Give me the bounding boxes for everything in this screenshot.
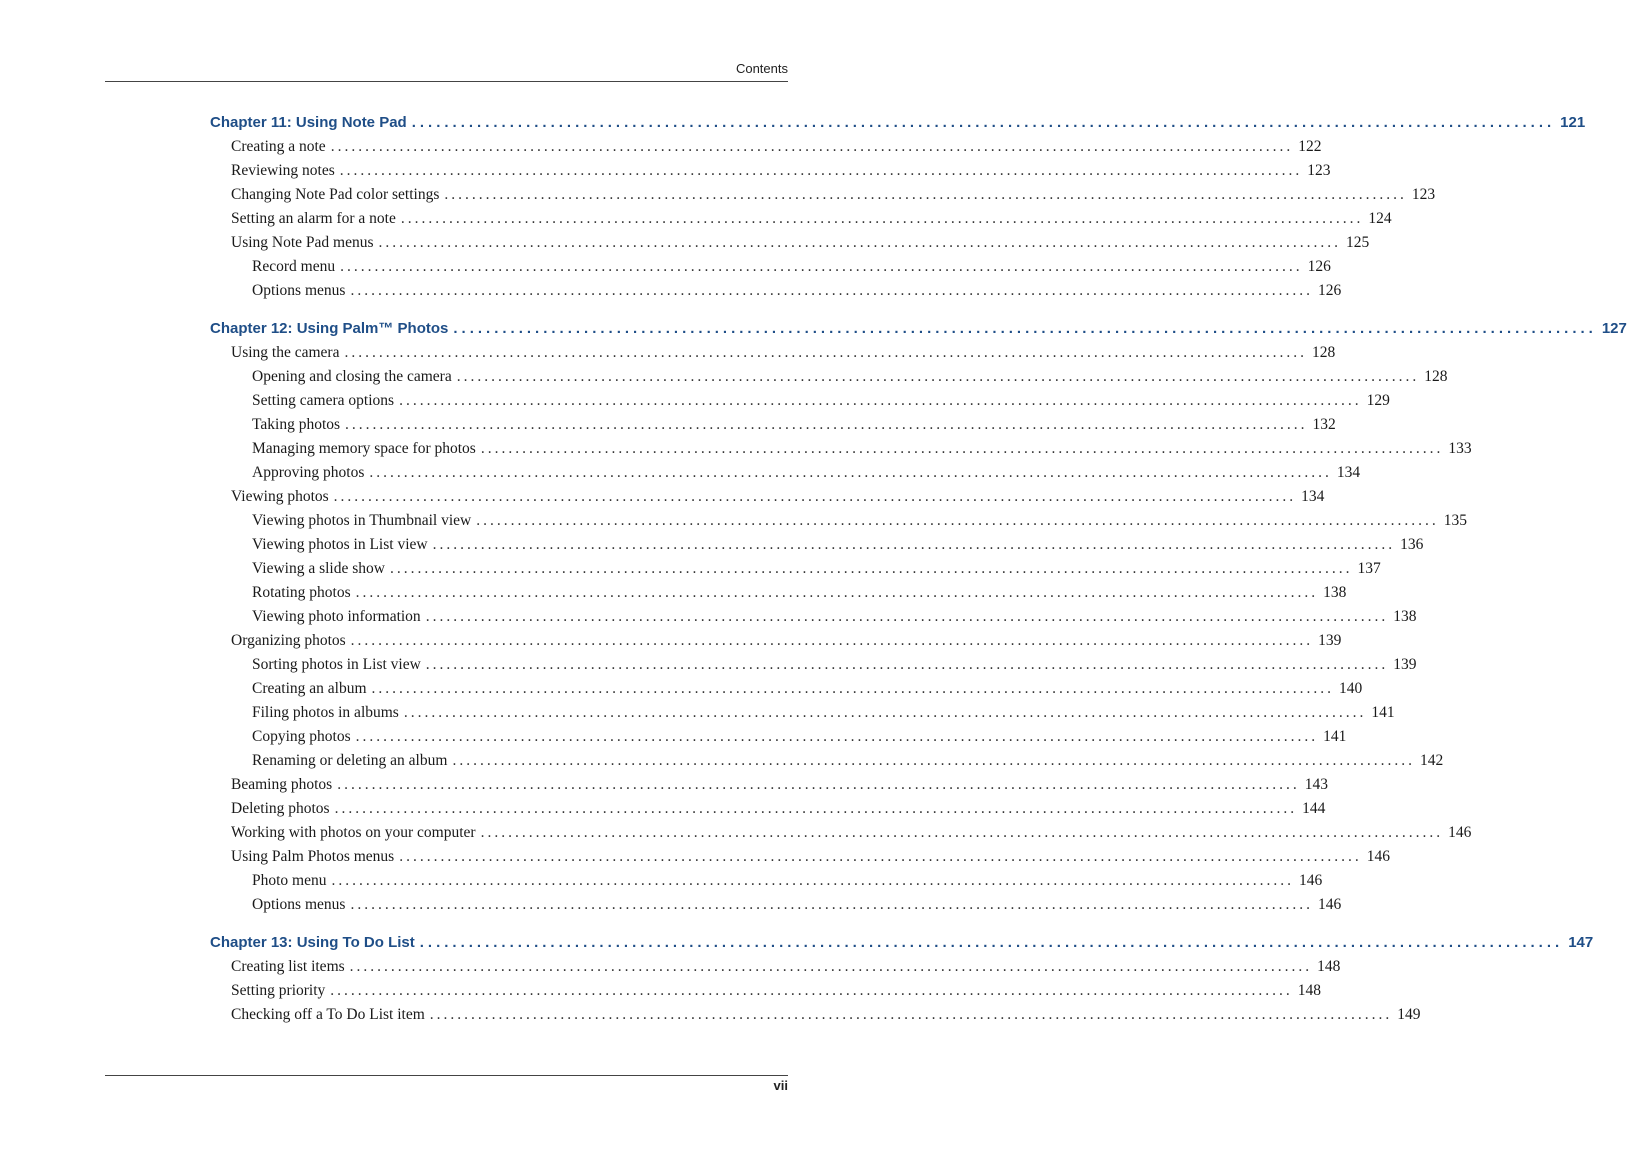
toc-entry-title: Chapter 11: Using Note Pad bbox=[210, 114, 407, 131]
dot-leader: ............................................................................................................................................ bbox=[429, 1006, 1393, 1023]
toc-entry-title: Organizing photos bbox=[231, 632, 346, 649]
toc-page-number: 141 bbox=[1323, 728, 1347, 745]
dot-leader: ............................................................................................................................................ bbox=[340, 258, 1303, 275]
footer-rule bbox=[105, 1075, 788, 1076]
toc-entry[interactable] bbox=[210, 255, 1331, 279]
dot-leader: ............................................................................................................................................ bbox=[339, 162, 1303, 179]
toc-page-number: 146 bbox=[1317, 896, 1342, 913]
toc-page-number: 138 bbox=[1393, 608, 1417, 625]
toc-entry[interactable] bbox=[210, 365, 1448, 389]
dot-leader: ............................................................................................................................................ bbox=[476, 512, 1439, 529]
dot-leader: ............................................................................................................................................ bbox=[389, 560, 1353, 577]
toc-page-number: 148 bbox=[1297, 982, 1322, 999]
toc-page-number: 123 bbox=[1307, 162, 1331, 179]
dot-leader: ............................................................................................................................................ bbox=[349, 958, 1313, 975]
toc-entry[interactable] bbox=[210, 461, 1361, 485]
toc-page-number: 134 bbox=[1336, 464, 1361, 481]
dot-leader: ............................................................................................................................................ bbox=[369, 464, 1332, 481]
toc-entry-title: Viewing a slide show bbox=[252, 560, 385, 577]
toc-entry[interactable] bbox=[210, 557, 1381, 581]
toc-entry[interactable] bbox=[210, 485, 1325, 509]
toc-page-number: 142 bbox=[1419, 752, 1444, 769]
dot-leader: ............................................................................................................................................ bbox=[432, 536, 1396, 553]
dot-leader: ............................................................................................................................................ bbox=[444, 186, 1407, 203]
toc-page-number: 121 bbox=[1560, 114, 1586, 131]
page-number: vii bbox=[773, 1078, 788, 1093]
toc-page-number: 128 bbox=[1311, 344, 1336, 361]
toc-entry-title: Viewing photos in List view bbox=[252, 536, 428, 553]
toc-entry[interactable] bbox=[210, 653, 1417, 677]
toc-page-number: 123 bbox=[1411, 186, 1436, 203]
chapter-group bbox=[210, 930, 1594, 1027]
dot-leader: ............................................................................................................................................ bbox=[331, 872, 1294, 889]
toc-entry[interactable] bbox=[210, 773, 1328, 797]
toc-page-number: 122 bbox=[1298, 138, 1322, 155]
dot-leader: ............................................................................................................................................ bbox=[399, 848, 1362, 865]
toc-entry-title: Viewing photos bbox=[231, 488, 329, 505]
toc-entry[interactable] bbox=[210, 533, 1424, 557]
toc-entry[interactable] bbox=[210, 725, 1347, 749]
toc-entry-title: Working with photos on your computer bbox=[231, 824, 476, 841]
dot-leader: ............................................................................................................................................ bbox=[419, 934, 1564, 951]
toc-entry-title: Viewing photo information bbox=[252, 608, 421, 625]
toc-entry-title: Sorting photos in List view bbox=[252, 656, 421, 673]
header-rule bbox=[105, 81, 788, 82]
toc-entry-title: Setting an alarm for a note bbox=[231, 210, 396, 227]
toc-page-number: 126 bbox=[1307, 258, 1331, 275]
toc-entry[interactable] bbox=[210, 135, 1322, 159]
toc-entry-title: Setting camera options bbox=[252, 392, 395, 409]
toc-entry-title: Using Palm Photos menus bbox=[231, 848, 395, 865]
toc-page-number: 127 bbox=[1601, 320, 1627, 337]
toc-entry-title: Viewing photos in Thumbnail view bbox=[252, 512, 472, 529]
chapter-group bbox=[210, 110, 1586, 303]
toc-entry-title: Checking off a To Do List item bbox=[231, 1006, 425, 1023]
dot-leader: ............................................................................................................................................ bbox=[403, 704, 1367, 721]
dot-leader: ............................................................................................................................................ bbox=[333, 488, 1297, 505]
toc-page-number: 125 bbox=[1346, 234, 1370, 251]
dot-leader: ............................................................................................................................................ bbox=[480, 824, 1444, 841]
dot-leader: ............................................................................................................................................ bbox=[350, 282, 1313, 299]
toc-page-number: 132 bbox=[1312, 416, 1336, 433]
toc-entry[interactable] bbox=[210, 231, 1370, 255]
toc-entry-title: Reviewing notes bbox=[231, 162, 335, 179]
dot-leader: ............................................................................................................................................ bbox=[330, 138, 1294, 155]
toc-page-number: 141 bbox=[1371, 704, 1395, 721]
toc-page-number: 146 bbox=[1448, 824, 1472, 841]
dot-leader: ............................................................................................................................................ bbox=[334, 800, 1298, 817]
toc-page-number: 124 bbox=[1368, 210, 1392, 227]
toc-page-number: 149 bbox=[1397, 1006, 1421, 1023]
toc-entry[interactable] bbox=[210, 279, 1342, 303]
toc-entry-title: Creating list items bbox=[231, 958, 345, 975]
toc-entry[interactable] bbox=[210, 413, 1336, 437]
toc-page-number: 144 bbox=[1302, 800, 1326, 817]
toc-page-number: 146 bbox=[1299, 872, 1323, 889]
toc-entry[interactable] bbox=[210, 749, 1444, 773]
toc-entry-title: Chapter 13: Using To Do List bbox=[210, 934, 415, 951]
chapter-heading[interactable] bbox=[210, 110, 1586, 135]
toc-entry[interactable] bbox=[210, 821, 1472, 845]
toc-entry[interactable] bbox=[210, 979, 1322, 1003]
toc-entry-title: Setting priority bbox=[231, 982, 326, 999]
toc-page-number: 136 bbox=[1400, 536, 1424, 553]
toc-entry-title: Using the camera bbox=[231, 344, 340, 361]
toc-entry[interactable] bbox=[210, 797, 1326, 821]
dot-leader: ............................................................................................................................................ bbox=[355, 728, 1319, 745]
toc-entry[interactable] bbox=[210, 341, 1336, 365]
dot-leader: ............................................................................................................................................ bbox=[350, 896, 1313, 913]
toc-entry[interactable] bbox=[210, 389, 1390, 413]
toc-entry-title: Options menus bbox=[252, 282, 346, 299]
toc-entry[interactable] bbox=[210, 159, 1331, 183]
toc-entry[interactable] bbox=[210, 207, 1392, 231]
running-head: Contents bbox=[735, 61, 788, 76]
toc-page-number: 134 bbox=[1301, 488, 1325, 505]
toc-entry[interactable] bbox=[210, 1003, 1421, 1027]
toc-entry-title: Photo menu bbox=[252, 872, 327, 889]
dot-leader: ............................................................................................................................................ bbox=[399, 392, 1362, 409]
dot-leader: ............................................................................................................................................ bbox=[371, 680, 1334, 697]
toc-entry-title: Renaming or deleting an album bbox=[252, 752, 448, 769]
toc-entry-title: Rotating photos bbox=[252, 584, 351, 601]
dot-leader: ............................................................................................................................................ bbox=[480, 440, 1444, 457]
dot-leader: ............................................................................................................................................ bbox=[330, 982, 1293, 999]
toc-entry-title: Creating an album bbox=[252, 680, 367, 697]
toc-entry-title: Approving photos bbox=[252, 464, 365, 481]
toc-entry-title: Creating a note bbox=[231, 138, 326, 155]
toc-page-number: 147 bbox=[1568, 934, 1594, 951]
table-of-contents bbox=[210, 110, 1627, 1040]
toc-page-number: 140 bbox=[1339, 680, 1363, 697]
toc-page-number: 135 bbox=[1443, 512, 1467, 529]
toc-entry[interactable] bbox=[210, 581, 1347, 605]
dot-leader: ............................................................................................................................................ bbox=[400, 210, 1364, 227]
dot-leader: ............................................................................................................................................ bbox=[350, 632, 1314, 649]
dot-leader: ............................................................................................................................................ bbox=[425, 656, 1389, 673]
toc-page-number: 139 bbox=[1393, 656, 1417, 673]
dot-leader: ............................................................................................................................................ bbox=[355, 584, 1319, 601]
toc-page-number: 137 bbox=[1357, 560, 1381, 577]
toc-entry[interactable] bbox=[210, 893, 1342, 917]
toc-entry-title: Record menu bbox=[252, 258, 336, 275]
toc-entry[interactable] bbox=[210, 845, 1390, 869]
toc-page-number: 148 bbox=[1317, 958, 1341, 975]
toc-entry-title: Taking photos bbox=[252, 416, 341, 433]
toc-entry-title: Deleting photos bbox=[231, 800, 330, 817]
toc-entry-title: Managing memory space for photos bbox=[252, 440, 476, 457]
dot-leader: ............................................................................................................................................ bbox=[453, 320, 1597, 337]
toc-entry-title: Options menus bbox=[252, 896, 346, 913]
toc-entry[interactable] bbox=[210, 437, 1472, 461]
chapter-group bbox=[210, 316, 1627, 917]
toc-entry-title: Copying photos bbox=[252, 728, 351, 745]
toc-page-number: 138 bbox=[1323, 584, 1347, 601]
toc-page-number: 133 bbox=[1448, 440, 1472, 457]
toc-entry-title: Changing Note Pad color settings bbox=[231, 186, 440, 203]
dot-leader: ............................................................................................................................................ bbox=[344, 344, 1307, 361]
dot-leader: ............................................................................................................................................ bbox=[425, 608, 1389, 625]
chapter-heading[interactable] bbox=[210, 316, 1627, 341]
toc-entry-title: Filing photos in albums bbox=[252, 704, 399, 721]
toc-entry[interactable] bbox=[210, 183, 1436, 207]
toc-entry-title: Chapter 12: Using Palm™ Photos bbox=[210, 320, 449, 337]
toc-page-number: 146 bbox=[1366, 848, 1390, 865]
toc-page-number: 129 bbox=[1366, 392, 1390, 409]
toc-entry-title: Opening and closing the camera bbox=[252, 368, 452, 385]
dot-leader: ............................................................................................................................................ bbox=[345, 416, 1308, 433]
dot-leader: ............................................................................................................................................ bbox=[452, 752, 1415, 769]
dot-leader: ............................................................................................................................................ bbox=[411, 114, 1556, 131]
toc-entry[interactable] bbox=[210, 677, 1363, 701]
toc-entry-title: Beaming photos bbox=[231, 776, 333, 793]
dot-leader: ............................................................................................................................................ bbox=[337, 776, 1300, 793]
toc-entry[interactable] bbox=[210, 629, 1342, 653]
toc-entry[interactable] bbox=[210, 701, 1395, 725]
chapter-heading[interactable] bbox=[210, 930, 1594, 955]
toc-entry[interactable] bbox=[210, 955, 1341, 979]
toc-page-number: 126 bbox=[1317, 282, 1342, 299]
toc-entry[interactable] bbox=[210, 509, 1467, 533]
toc-entry[interactable] bbox=[210, 869, 1323, 893]
toc-page-number: 143 bbox=[1304, 776, 1328, 793]
toc-entry-title: Using Note Pad menus bbox=[231, 234, 374, 251]
dot-leader: ............................................................................................................................................ bbox=[456, 368, 1420, 385]
toc-page-number: 139 bbox=[1318, 632, 1342, 649]
toc-page-number: 128 bbox=[1424, 368, 1448, 385]
toc-entry[interactable] bbox=[210, 605, 1417, 629]
dot-leader: ............................................................................................................................................ bbox=[378, 234, 1342, 251]
